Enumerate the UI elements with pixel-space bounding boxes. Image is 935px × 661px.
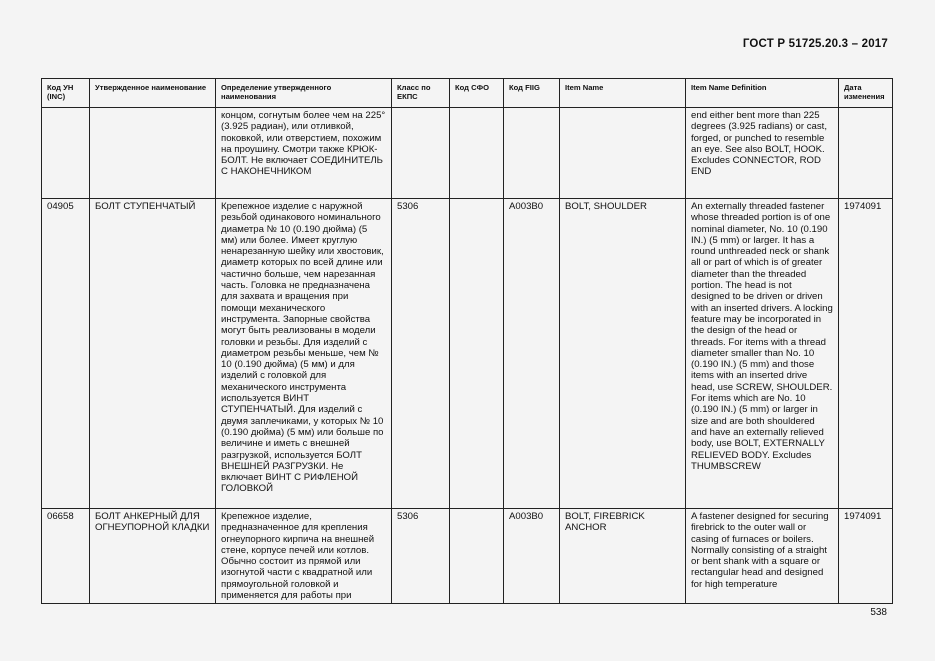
cell-approved-name: БОЛТ АНКЕРНЫЙ ДЛЯ ОГНЕУПОРНОЙ КЛАДКИ (90, 509, 216, 604)
cell-inc: 06658 (42, 509, 90, 604)
cell-sfo (450, 509, 504, 604)
col-header-approved-name: Утвержденное наименование (90, 79, 216, 108)
cell-item-name-definition: A fastener designed for securing firebrick to the outer wall or casing of furnaces or boilers. Normally consisting of a straight or bent shank with a square or rectangular head and designed for high temperature (686, 509, 839, 604)
table-header-row (42, 79, 893, 108)
table-row (42, 108, 893, 199)
cell-fiig: A003B0 (504, 509, 560, 604)
page-number: 538 (870, 607, 887, 618)
col-header-inc: Код УН (INC) (42, 79, 90, 108)
col-header-definition: Определение утвержденного наименования (216, 79, 392, 108)
cell-approved-name: БОЛТ СТУПЕНЧАТЫЙ (90, 199, 216, 509)
cell-change-date: 1974091 (839, 509, 893, 604)
cell-item-name-definition: end either bent more than 225 degrees (3.925 radians) or cast, forged, or punched to resemble an eye. See also BOLT, HOOK. Excludes CONNECTOR, ROD END (686, 108, 839, 199)
cell-sfo (450, 199, 504, 509)
cell-definition: Крепежное изделие, предназначенное для крепления огнеупорного кирпича на внешней стене, корпусе печей или котлов. Обычно состоит из прямой или изогнутой части с квадратной или прямоугольной головкой и применяется для работы при (216, 509, 392, 604)
item-name-table (41, 78, 893, 604)
col-header-sfo: Код СФО (450, 79, 504, 108)
col-header-fiig: Код FIIG (504, 79, 560, 108)
cell-inc: 04905 (42, 199, 90, 509)
cell-class: 5306 (392, 509, 450, 604)
cell-class: 5306 (392, 199, 450, 509)
table-row (42, 199, 893, 509)
col-header-change-date: Дата изменения (839, 79, 893, 108)
cell-definition: концом, согнутым более чем на 225° (3.925 радиан), или отливкой, поковкой, или отверстием, похожим на проушину. Смотри также КРЮК-БОЛТ. Не включает СОЕДИНИТЕЛЬ С НАКОНЕЧНИКОМ (216, 108, 392, 199)
cell-fiig: A003B0 (504, 199, 560, 509)
cell-fiig (504, 108, 560, 199)
cell-item-name-definition: An externally threaded fastener whose threaded portion is of one nominal diameter, No. 10 (0.190 IN.) (5 mm) or larger. It has a round unthreaded neck or shank all or part of which is of greater diameter than the threaded portion. The head is not designed to be driven or driven with an inserted drivers. A locking feature may be incorporated in the design of the head or threads. For items with a thread diameter smaller than No. 10 (0.190 IN.) (5 mm) and those items with an inserted drive head, use SCREW, SHOULDER. For items which are No. 10 (0.190 IN.) (5 mm) or larger in size and are both shouldered and have an externally relieved body, use BOLT, EXTERNALLY RELIEVED BODY. Excludes THUMBSCREW (686, 199, 839, 509)
col-header-class: Класс по ЕКПС (392, 79, 450, 108)
cell-item-name: BOLT, FIREBRICK ANCHOR (560, 509, 686, 604)
cell-definition: Крепежное изделие с наружной резьбой одинакового номинального диаметра № 10 (0.190 дюйма) (5 мм) или более. Имеет круглую ненарезанную шейку или хвостовик, диаметр которых по всей длине или частично больше, чем нарезанная часть. Головка не предназначена для захвата и вращения при помощи механического инструмента. Запорные свойства могут быть реализованы в модели головки и резьбы. Для изделий с диаметром резьбы меньше, чем № 10 (0.190 дюйма) (5 мм) и для изделий с головкой для механического инструмента используется ВИНТ СТУПЕНЧАТЫЙ. Для изделий с двумя заплечиками, у которых № 10 (0.190 дюйма) (5 мм) или больше по величине и иметь с внешней разгрузкой, используется БОЛТ ВНЕШНЕЙ РАЗГРУЗКИ. Не включает ВИНТ С РИФЛЕНОЙ ГОЛОВКОЙ (216, 199, 392, 509)
cell-item-name: BOLT, SHOULDER (560, 199, 686, 509)
col-header-item-name: Item Name (560, 79, 686, 108)
cell-sfo (450, 108, 504, 199)
cell-inc (42, 108, 90, 199)
col-header-item-name-definition: Item Name Definition (686, 79, 839, 108)
cell-class (392, 108, 450, 199)
cell-item-name (560, 108, 686, 199)
cell-change-date: 1974091 (839, 199, 893, 509)
document-standard-id: ГОСТ Р 51725.20.3 – 2017 (742, 38, 888, 50)
cell-approved-name (90, 108, 216, 199)
cell-change-date (839, 108, 893, 199)
table-row (42, 509, 893, 604)
